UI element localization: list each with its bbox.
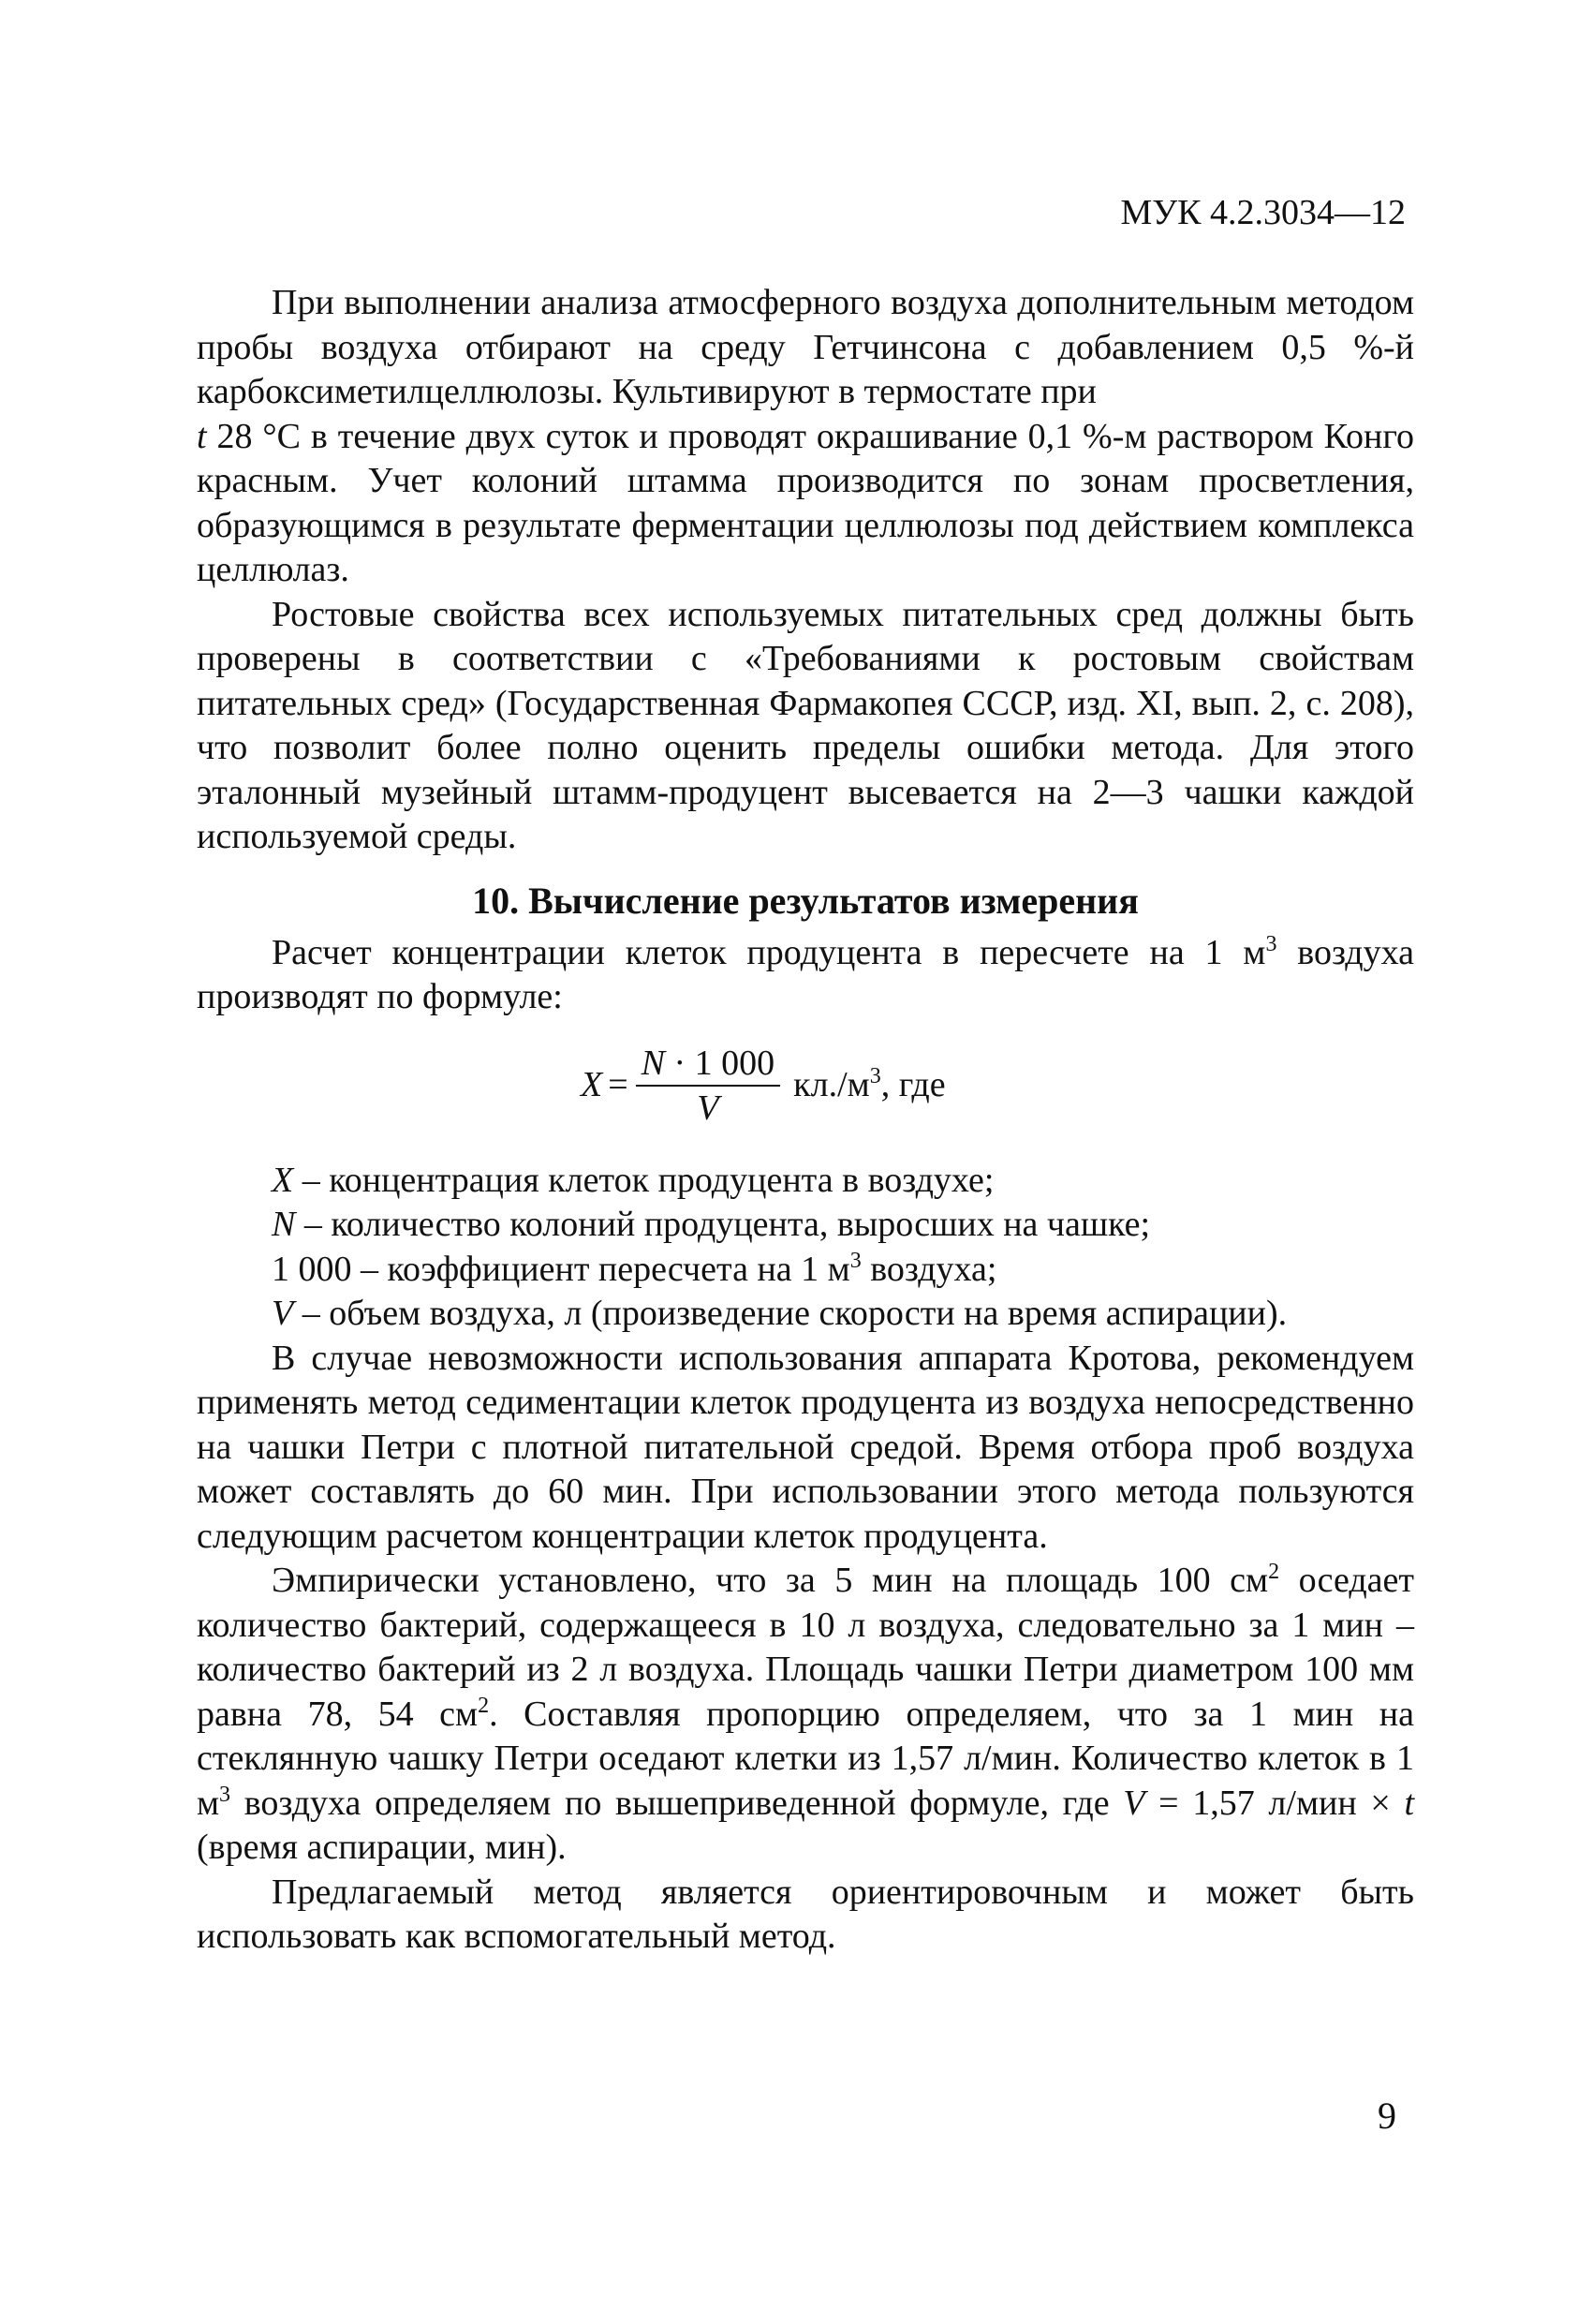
- paragraph-text: воздуха определяем по вышеприведенной формуле, где: [230, 1783, 1124, 1823]
- superscript: 2: [1268, 1560, 1280, 1584]
- formula-numerator: [636, 1042, 781, 1085]
- temperature-symbol: t: [197, 416, 207, 456]
- document-body: [197, 281, 1414, 1960]
- paragraph-calculation-intro: [197, 931, 1414, 1020]
- document-code: МУК 4.2.3034—12: [1120, 193, 1406, 232]
- superscript: 2: [478, 1693, 490, 1718]
- definition-text: 1 000 – коэффициент пересчета на 1 м: [272, 1249, 850, 1289]
- page-number: 9: [1378, 2095, 1396, 2137]
- definition-symbol: V: [272, 1294, 294, 1333]
- paragraph-text: . Составляя пропорцию определяем, что за 1 мин на стеклянную чашку Петри оседают клетки из 1,57 л/мин. Количество клеток в 1 м: [197, 1694, 1414, 1823]
- definition-item: [197, 1292, 1414, 1337]
- definition-text: – концентрация клеток продуцента в воздухе;: [293, 1160, 995, 1200]
- superscript: 3: [1265, 931, 1277, 956]
- paragraph-text: При выполнении анализа атмосферного воздуха дополнительным методом пробы воздуха отбирают на среду Гетчинсона с добавлением 0,5 %-й карбоксиметилцеллюлозы. Культивируют в термостате при: [197, 283, 1414, 411]
- definition-item: [197, 1248, 1414, 1293]
- formula-lhs: X: [581, 1064, 603, 1104]
- paragraph-conclusion: Предлагаемый метод является ориентировочным и может быть использовать как вспомогательный метод.: [197, 1872, 1414, 1956]
- paragraph-text: Расчет концентрации клеток продуцента в пересчете на 1 м: [272, 932, 1266, 972]
- formula-equals: =: [608, 1064, 628, 1104]
- paragraph-growth-properties: Ростовые свойства всех используемых питательных сред должны быть проверены в соответствии с «Требованиями к ростовым свойствам питательных сред» (Государственная Фармакопея СССР, изд. XI, вып. 2, с. 208), что позволит более полно оценить пределы ошибки метода. Для этого эталонный музейный штамм-продуцент высевается на 2—3 чашки каждой используемой среды.: [197, 594, 1414, 856]
- definition-tail: воздуха;: [861, 1249, 997, 1289]
- definition-symbol: N: [272, 1205, 296, 1244]
- definition-text: – объем воздуха, л (произведение скорости на время аспирации).: [293, 1294, 1288, 1333]
- paragraph-empirical: [197, 1559, 1414, 1871]
- volume-symbol: V: [1123, 1783, 1145, 1823]
- formula: [197, 1037, 1414, 1134]
- formula-fraction: [636, 1042, 781, 1130]
- formula-denominator: V: [697, 1088, 719, 1128]
- superscript: 3: [869, 1063, 881, 1088]
- definition-item: [197, 1159, 1414, 1204]
- paragraph-text: = 1,57 л/мин ×: [1144, 1783, 1405, 1823]
- superscript: 3: [219, 1782, 231, 1807]
- definition-list: [197, 1159, 1414, 1337]
- paragraph-additional-method: [197, 281, 1414, 593]
- paragraph-text: 28 °С в течение двух суток и проводят окрашивание 0,1 %-м раствором Конго красным. Учет колоний штамма производится по зонам просветления, образующимся в результате ферментации целлюлозы под действием комплекса целлюлаз.: [197, 416, 1414, 589]
- formula-unit-tail: , где: [880, 1064, 946, 1104]
- paragraph-text: Эмпирически установлено, что за 5 мин на площадь 100 см: [272, 1561, 1269, 1600]
- definition-symbol: X: [272, 1160, 294, 1200]
- formula-unit: [793, 1063, 945, 1108]
- superscript: 3: [849, 1248, 862, 1273]
- paragraph-text: воздуха производят по формуле:: [197, 932, 1414, 1016]
- time-symbol: t: [1404, 1783, 1415, 1823]
- definition-text: – количество колоний продуцента, выросших на чашке;: [295, 1205, 1151, 1244]
- paragraph-text: (время аспирации, мин).: [197, 1828, 567, 1867]
- formula-unit-text: кл./м: [793, 1064, 870, 1104]
- formula-var-n: N: [641, 1043, 666, 1083]
- section-title: 10. Вычисление результатов измерения: [472, 879, 1139, 922]
- paragraph-text: оседает количество бактерий, содержащееся в 10 л воздуха, следовательно за 1 мин – количество бактерий из 2 л воздуха. Площадь чашки Петри диаметром 100 мм равна 78, 54 см: [197, 1561, 1414, 1734]
- formula-num-rest: · 1 000: [665, 1043, 775, 1083]
- definition-item: [197, 1203, 1414, 1248]
- paragraph-sedimentation: В случае невозможности использования аппарата Кротова, рекомендуем применять метод седиментации клеток продуцента из воздуха непосредственно на чашки Петри с плотной питательной средой. Время отбора проб воздуха может составлять до 60 мин. При использовании этого метода пользуются следующим расчетом концентрации клеток продуцента.: [197, 1338, 1414, 1556]
